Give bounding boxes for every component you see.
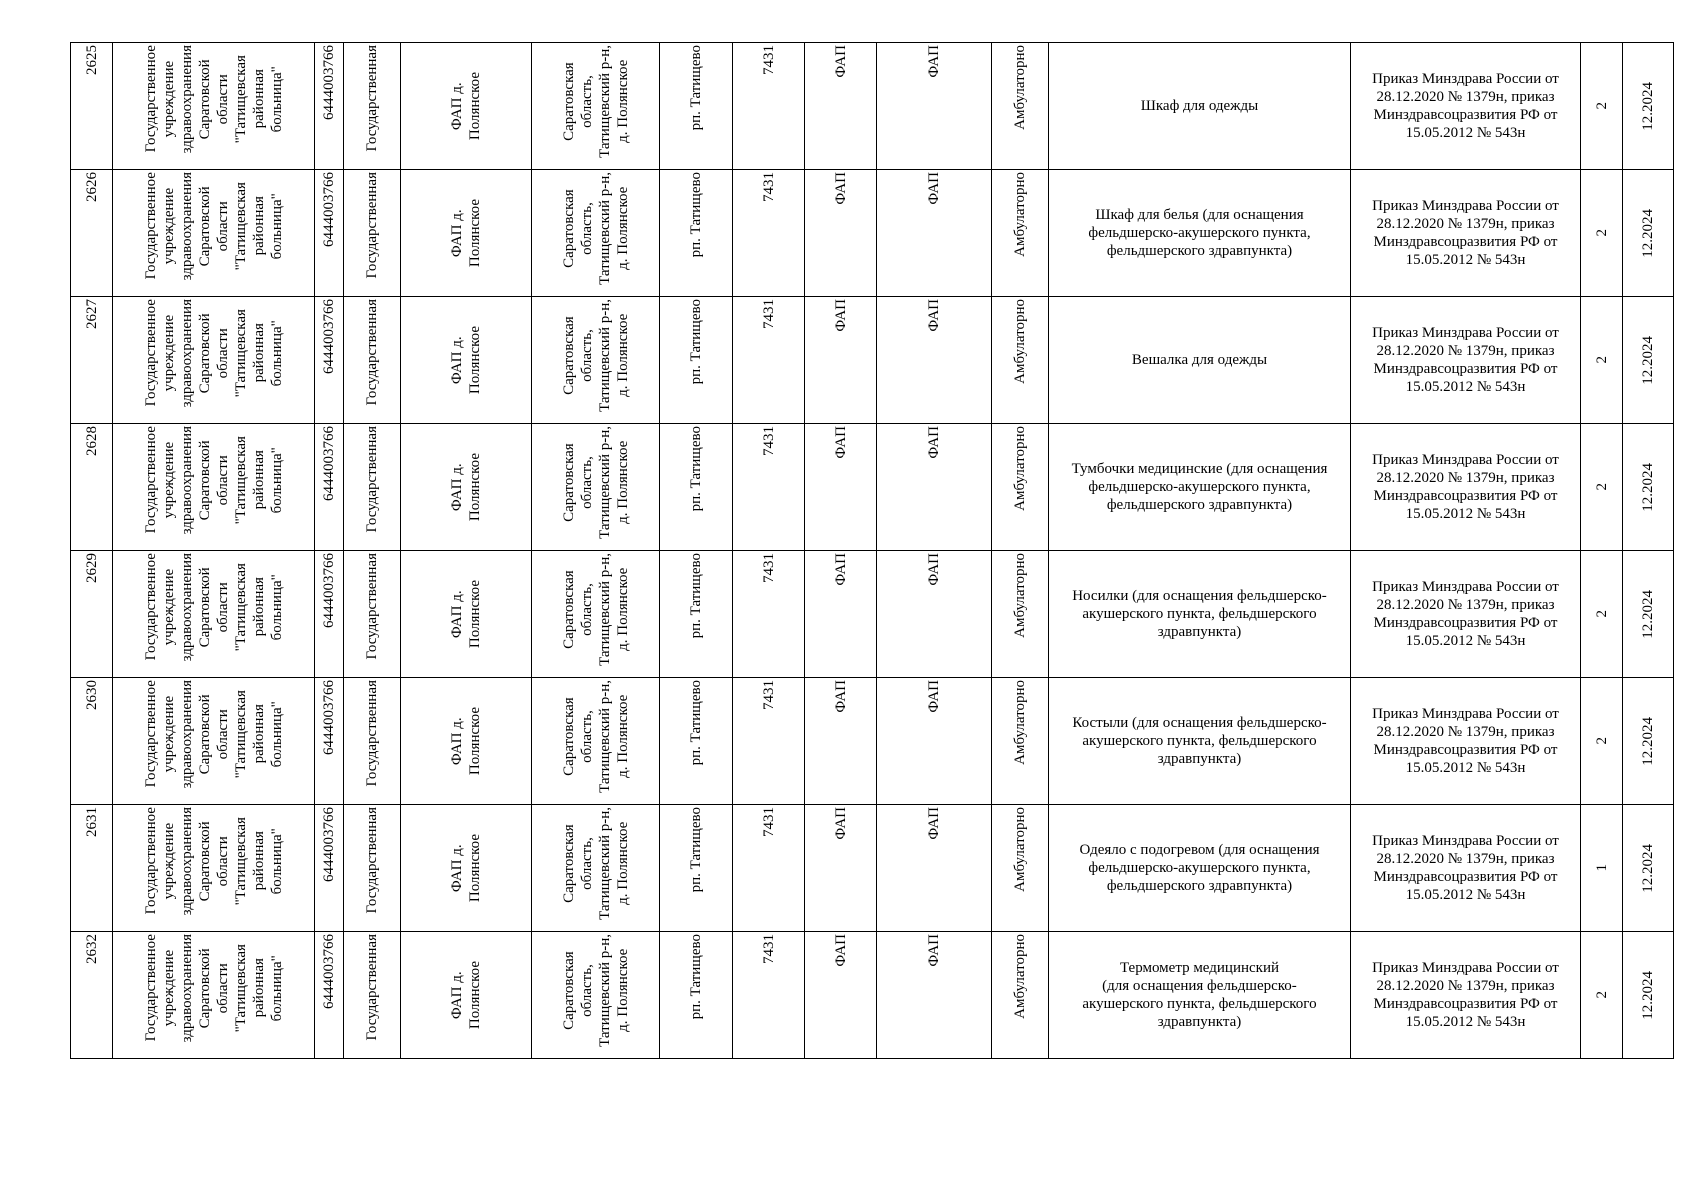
legal-basis: Приказ Минздрава России от 28.12.2020 № 1379н, приказ Минздравсоцразвития РФ от 15.05.2012 № 543н bbox=[1372, 452, 1559, 522]
care-mode: Амбулаторно bbox=[1012, 172, 1028, 257]
code-cell bbox=[733, 43, 805, 170]
facility-subtype: ФАП bbox=[926, 45, 942, 78]
inn-cell bbox=[315, 932, 344, 1059]
quantity-cell bbox=[1581, 678, 1623, 805]
facility-type: ФАП bbox=[832, 807, 849, 840]
quantity: 1 bbox=[1593, 864, 1610, 872]
inn: 6444003766 bbox=[321, 807, 337, 882]
delivery-date: 12.2024 bbox=[1640, 335, 1656, 385]
legal-basis: Приказ Минздрава России от 28.12.2020 № 1379н, приказ Минздравсоцразвития РФ от 15.05.2012 № 543н bbox=[1372, 325, 1559, 395]
legal-basis: Приказ Минздрава России от 28.12.2020 № 1379н, приказ Минздравсоцразвития РФ от 15.05.2012 № 543н bbox=[1372, 960, 1559, 1030]
delivery-date: 12.2024 bbox=[1640, 208, 1656, 258]
care-mode-cell bbox=[992, 678, 1049, 805]
care-mode: Амбулаторно bbox=[1012, 426, 1028, 511]
facility-address: Саратовская область, Татищевский р-н, д. Полянское bbox=[560, 807, 631, 920]
locality-cell bbox=[660, 678, 733, 805]
quantity-cell bbox=[1581, 932, 1623, 1059]
ownership-form: Государственная bbox=[364, 426, 380, 533]
facility-address-cell bbox=[532, 805, 660, 932]
delivery-date: 12.2024 bbox=[1640, 81, 1656, 131]
equipment-name: Шкаф для белья (для оснащения фельдшерско-акушерского пункта, фельдшерского здравпункта) bbox=[1088, 207, 1311, 259]
locality-cell bbox=[660, 805, 733, 932]
quantity: 2 bbox=[1593, 229, 1610, 237]
delivery-date: 12.2024 bbox=[1640, 843, 1656, 893]
equipment-name-cell bbox=[1049, 43, 1351, 170]
facility-address: Саратовская область, Татищевский р-н, д. Полянское bbox=[560, 934, 631, 1047]
organization-name: Государственное учреждение здравоохранения Саратовской области "Татищевская районная больница" bbox=[142, 45, 285, 154]
quantity: 2 bbox=[1593, 102, 1610, 110]
legal-basis-cell bbox=[1351, 297, 1581, 424]
facility-subtype: ФАП bbox=[926, 172, 942, 205]
legal-basis: Приказ Минздрава России от 28.12.2020 № 1379н, приказ Минздравсоцразвития РФ от 15.05.2012 № 543н bbox=[1372, 198, 1559, 268]
ownership-form-cell bbox=[344, 424, 401, 551]
code-cell bbox=[733, 678, 805, 805]
legal-basis-cell bbox=[1351, 678, 1581, 805]
equipment-name: Шкаф для одежды bbox=[1140, 98, 1259, 114]
quantity: 2 bbox=[1593, 991, 1610, 999]
facility-address-cell bbox=[532, 43, 660, 170]
table-row bbox=[71, 170, 1674, 297]
facility-address: Саратовская область, Татищевский р-н, д. Полянское bbox=[560, 426, 631, 539]
code: 7431 bbox=[760, 680, 777, 710]
row-number-cell bbox=[71, 297, 113, 424]
quantity-cell bbox=[1581, 805, 1623, 932]
equipment-name-cell bbox=[1049, 424, 1351, 551]
legal-basis-cell bbox=[1351, 424, 1581, 551]
organization-name: Государственное учреждение здравоохранения Саратовской области "Татищевская районная больница" bbox=[142, 426, 285, 535]
facility-type-cell bbox=[805, 424, 877, 551]
legal-basis: Приказ Минздрава России от 28.12.2020 № 1379н, приказ Минздравсоцразвития РФ от 15.05.2012 № 543н bbox=[1372, 833, 1559, 903]
table-body bbox=[71, 43, 1674, 1059]
legal-basis-cell bbox=[1351, 43, 1581, 170]
facility-name: ФАП д. Полянское bbox=[449, 706, 483, 776]
table-row bbox=[71, 551, 1674, 678]
locality-cell bbox=[660, 170, 733, 297]
facility-subtype: ФАП bbox=[926, 934, 942, 967]
facility-type: ФАП bbox=[832, 553, 849, 586]
facility-name: ФАП д. Полянское bbox=[449, 325, 483, 395]
facility-name-cell bbox=[401, 170, 532, 297]
quantity-cell bbox=[1581, 170, 1623, 297]
row-number: 2632 bbox=[83, 934, 100, 964]
table-row bbox=[71, 805, 1674, 932]
row-number: 2626 bbox=[83, 172, 100, 202]
inn: 6444003766 bbox=[321, 45, 337, 120]
ownership-form: Государственная bbox=[364, 172, 380, 279]
legal-basis: Приказ Минздрава России от 28.12.2020 № 1379н, приказ Минздравсоцразвития РФ от 15.05.2012 № 543н bbox=[1372, 71, 1559, 141]
organization-name-cell bbox=[113, 43, 315, 170]
inn: 6444003766 bbox=[321, 299, 337, 374]
organization-name: Государственное учреждение здравоохранения Саратовской области "Татищевская районная больница" bbox=[142, 680, 285, 789]
facility-type: ФАП bbox=[832, 934, 849, 967]
care-mode: Амбулаторно bbox=[1012, 807, 1028, 892]
organization-name-cell bbox=[113, 551, 315, 678]
delivery-date-cell bbox=[1623, 805, 1674, 932]
care-mode-cell bbox=[992, 297, 1049, 424]
facility-subtype: ФАП bbox=[926, 807, 942, 840]
delivery-date-cell bbox=[1623, 170, 1674, 297]
inn-cell bbox=[315, 43, 344, 170]
facility-name: ФАП д. Полянское bbox=[449, 452, 483, 522]
inn-cell bbox=[315, 551, 344, 678]
ownership-form-cell bbox=[344, 551, 401, 678]
equipment-name: Одеяло с подогревом (для оснащения фельдшерско-акушерского пункта, фельдшерского здравпункта) bbox=[1079, 842, 1320, 894]
code: 7431 bbox=[760, 172, 777, 202]
facility-address-cell bbox=[532, 170, 660, 297]
facility-name: ФАП д. Полянское bbox=[449, 579, 483, 649]
ownership-form: Государственная bbox=[364, 807, 380, 914]
table-row bbox=[71, 424, 1674, 551]
facility-subtype: ФАП bbox=[926, 426, 942, 459]
facility-address: Саратовская область, Татищевский р-н, д. Полянское bbox=[560, 45, 631, 158]
locality: рп. Татищево bbox=[688, 299, 704, 385]
legal-basis: Приказ Минздрава России от 28.12.2020 № 1379н, приказ Минздравсоцразвития РФ от 15.05.2012 № 543н bbox=[1372, 706, 1559, 776]
organization-name-cell bbox=[113, 678, 315, 805]
facility-type-cell bbox=[805, 170, 877, 297]
facility-subtype-cell bbox=[877, 170, 992, 297]
locality: рп. Татищево bbox=[688, 807, 704, 893]
equipment-name-cell bbox=[1049, 805, 1351, 932]
equipment-name: Тумбочки медицинские (для оснащения фельдшерско-акушерского пункта, фельдшерского здравпункта) bbox=[1071, 461, 1328, 513]
delivery-date-cell bbox=[1623, 932, 1674, 1059]
code-cell bbox=[733, 932, 805, 1059]
facility-subtype-cell bbox=[877, 678, 992, 805]
equipment-name-cell bbox=[1049, 297, 1351, 424]
facility-subtype: ФАП bbox=[926, 553, 942, 586]
equipment-name-cell bbox=[1049, 678, 1351, 805]
delivery-date: 12.2024 bbox=[1640, 970, 1656, 1020]
delivery-date: 12.2024 bbox=[1640, 589, 1656, 639]
facility-type: ФАП bbox=[832, 680, 849, 713]
care-mode-cell bbox=[992, 551, 1049, 678]
code: 7431 bbox=[760, 807, 777, 837]
quantity: 2 bbox=[1593, 610, 1610, 618]
locality-cell bbox=[660, 43, 733, 170]
legal-basis-cell bbox=[1351, 170, 1581, 297]
facility-address-cell bbox=[532, 551, 660, 678]
quantity: 2 bbox=[1593, 356, 1610, 364]
facility-type: ФАП bbox=[832, 45, 849, 78]
facility-type-cell bbox=[805, 551, 877, 678]
care-mode-cell bbox=[992, 43, 1049, 170]
quantity: 2 bbox=[1593, 483, 1610, 491]
quantity-cell bbox=[1581, 551, 1623, 678]
ownership-form: Государственная bbox=[364, 299, 380, 406]
locality-cell bbox=[660, 297, 733, 424]
facility-type-cell bbox=[805, 297, 877, 424]
locality: рп. Татищево bbox=[688, 45, 704, 131]
facility-name: ФАП д. Полянское bbox=[449, 198, 483, 268]
row-number: 2631 bbox=[83, 807, 100, 837]
inn: 6444003766 bbox=[321, 553, 337, 628]
code-cell bbox=[733, 170, 805, 297]
organization-name-cell bbox=[113, 170, 315, 297]
delivery-date-cell bbox=[1623, 297, 1674, 424]
ownership-form-cell bbox=[344, 678, 401, 805]
organization-name: Государственное учреждение здравоохранения Саратовской области "Татищевская районная больница" bbox=[142, 553, 285, 662]
facility-name-cell bbox=[401, 932, 532, 1059]
ownership-form: Государственная bbox=[364, 45, 380, 152]
facility-name-cell bbox=[401, 424, 532, 551]
care-mode-cell bbox=[992, 932, 1049, 1059]
facility-name-cell bbox=[401, 297, 532, 424]
row-number-cell bbox=[71, 805, 113, 932]
legal-basis: Приказ Минздрава России от 28.12.2020 № 1379н, приказ Минздравсоцразвития РФ от 15.05.2012 № 543н bbox=[1372, 579, 1559, 649]
equipment-name: Вешалка для одежды bbox=[1131, 352, 1268, 368]
organization-name-cell bbox=[113, 932, 315, 1059]
delivery-date: 12.2024 bbox=[1640, 716, 1656, 766]
row-number: 2630 bbox=[83, 680, 100, 710]
facility-type-cell bbox=[805, 805, 877, 932]
locality: рп. Татищево bbox=[688, 172, 704, 258]
care-mode-cell bbox=[992, 805, 1049, 932]
ownership-form-cell bbox=[344, 43, 401, 170]
facility-subtype-cell bbox=[877, 932, 992, 1059]
code-cell bbox=[733, 424, 805, 551]
care-mode: Амбулаторно bbox=[1012, 680, 1028, 765]
inn-cell bbox=[315, 170, 344, 297]
care-mode: Амбулаторно bbox=[1012, 934, 1028, 1019]
care-mode: Амбулаторно bbox=[1012, 45, 1028, 130]
table-row bbox=[71, 43, 1674, 170]
equipment-name: Носилки (для оснащения фельдшерско- акушерского пункта, фельдшерского здравпункта) bbox=[1072, 588, 1327, 640]
organization-name: Государственное учреждение здравоохранения Саратовской области "Татищевская районная больница" bbox=[142, 934, 285, 1043]
facility-type: ФАП bbox=[832, 426, 849, 459]
facility-address-cell bbox=[532, 932, 660, 1059]
facility-address: Саратовская область, Татищевский р-н, д. Полянское bbox=[560, 172, 631, 285]
facility-name-cell bbox=[401, 678, 532, 805]
delivery-date: 12.2024 bbox=[1640, 462, 1656, 512]
locality-cell bbox=[660, 932, 733, 1059]
inn: 6444003766 bbox=[321, 934, 337, 1009]
quantity-cell bbox=[1581, 424, 1623, 551]
facility-name: ФАП д. Полянское bbox=[449, 960, 483, 1030]
facility-name-cell bbox=[401, 551, 532, 678]
row-number-cell bbox=[71, 551, 113, 678]
facility-name: ФАП д. Полянское bbox=[449, 71, 483, 141]
locality-cell bbox=[660, 551, 733, 678]
row-number: 2628 bbox=[83, 426, 100, 456]
delivery-date-cell bbox=[1623, 424, 1674, 551]
ownership-form: Государственная bbox=[364, 934, 380, 1041]
facility-address: Саратовская область, Татищевский р-н, д. Полянское bbox=[560, 299, 631, 412]
quantity-cell bbox=[1581, 297, 1623, 424]
facility-type: ФАП bbox=[832, 299, 849, 332]
locality: рп. Татищево bbox=[688, 426, 704, 512]
code-cell bbox=[733, 297, 805, 424]
legal-basis-cell bbox=[1351, 551, 1581, 678]
facility-address-cell bbox=[532, 678, 660, 805]
organization-name: Государственное учреждение здравоохранения Саратовской области "Татищевская районная больница" bbox=[142, 807, 285, 916]
care-mode-cell bbox=[992, 424, 1049, 551]
row-number: 2629 bbox=[83, 553, 100, 583]
quantity-cell bbox=[1581, 43, 1623, 170]
row-number: 2627 bbox=[83, 299, 100, 329]
organization-name: Государственное учреждение здравоохранения Саратовской области "Татищевская районная больница" bbox=[142, 299, 285, 408]
delivery-date-cell bbox=[1623, 551, 1674, 678]
delivery-date-cell bbox=[1623, 43, 1674, 170]
code-cell bbox=[733, 805, 805, 932]
row-number-cell bbox=[71, 43, 113, 170]
facility-subtype-cell bbox=[877, 805, 992, 932]
facility-name-cell bbox=[401, 43, 532, 170]
locality: рп. Татищево bbox=[688, 553, 704, 639]
table-row bbox=[71, 678, 1674, 805]
row-number: 2625 bbox=[83, 45, 100, 75]
care-mode: Амбулаторно bbox=[1012, 553, 1028, 638]
code: 7431 bbox=[760, 299, 777, 329]
table-row bbox=[71, 297, 1674, 424]
ownership-form-cell bbox=[344, 170, 401, 297]
code: 7431 bbox=[760, 934, 777, 964]
equipment-name-cell bbox=[1049, 932, 1351, 1059]
locality: рп. Татищево bbox=[688, 680, 704, 766]
organization-name-cell bbox=[113, 424, 315, 551]
inn-cell bbox=[315, 805, 344, 932]
organization-name-cell bbox=[113, 805, 315, 932]
legal-basis-cell bbox=[1351, 805, 1581, 932]
facility-type-cell bbox=[805, 678, 877, 805]
inn-cell bbox=[315, 678, 344, 805]
quantity: 2 bbox=[1593, 737, 1610, 745]
row-number-cell bbox=[71, 678, 113, 805]
inn: 6444003766 bbox=[321, 426, 337, 501]
ownership-form-cell bbox=[344, 805, 401, 932]
facility-name: ФАП д. Полянское bbox=[449, 833, 483, 903]
facility-subtype-cell bbox=[877, 43, 992, 170]
equipment-name: Костыли (для оснащения фельдшерско- акушерского пункта, фельдшерского здравпункта) bbox=[1072, 715, 1327, 767]
locality-cell bbox=[660, 424, 733, 551]
row-number-cell bbox=[71, 170, 113, 297]
care-mode: Амбулаторно bbox=[1012, 299, 1028, 384]
facility-address-cell bbox=[532, 297, 660, 424]
facility-subtype-cell bbox=[877, 297, 992, 424]
ownership-form-cell bbox=[344, 297, 401, 424]
inn: 6444003766 bbox=[321, 680, 337, 755]
inn-cell bbox=[315, 424, 344, 551]
equipment-name-cell bbox=[1049, 551, 1351, 678]
inn: 6444003766 bbox=[321, 172, 337, 247]
facility-subtype-cell bbox=[877, 551, 992, 678]
organization-name-cell bbox=[113, 297, 315, 424]
facility-name-cell bbox=[401, 805, 532, 932]
row-number-cell bbox=[71, 932, 113, 1059]
facility-subtype: ФАП bbox=[926, 680, 942, 713]
locality: рп. Татищево bbox=[688, 934, 704, 1020]
facility-address-cell bbox=[532, 424, 660, 551]
code-cell bbox=[733, 551, 805, 678]
facility-subtype-cell bbox=[877, 424, 992, 551]
equipment-table bbox=[70, 42, 1674, 1059]
facility-address: Саратовская область, Татищевский р-н, д. Полянское bbox=[560, 553, 631, 666]
facility-type: ФАП bbox=[832, 172, 849, 205]
inn-cell bbox=[315, 297, 344, 424]
organization-name: Государственное учреждение здравоохранения Саратовской области "Татищевская районная больница" bbox=[142, 172, 285, 281]
legal-basis-cell bbox=[1351, 932, 1581, 1059]
facility-type-cell bbox=[805, 43, 877, 170]
facility-address: Саратовская область, Татищевский р-н, д. Полянское bbox=[560, 680, 631, 793]
ownership-form: Государственная bbox=[364, 553, 380, 660]
facility-type-cell bbox=[805, 932, 877, 1059]
code: 7431 bbox=[760, 426, 777, 456]
ownership-form-cell bbox=[344, 932, 401, 1059]
delivery-date-cell bbox=[1623, 678, 1674, 805]
table-row bbox=[71, 932, 1674, 1059]
equipment-name-cell bbox=[1049, 170, 1351, 297]
equipment-name: Термометр медицинский (для оснащения фельдшерско- акушерского пункта, фельдшерского здравпункта) bbox=[1082, 960, 1317, 1030]
care-mode-cell bbox=[992, 170, 1049, 297]
code: 7431 bbox=[760, 45, 777, 75]
facility-subtype: ФАП bbox=[926, 299, 942, 332]
code: 7431 bbox=[760, 553, 777, 583]
ownership-form: Государственная bbox=[364, 680, 380, 787]
row-number-cell bbox=[71, 424, 113, 551]
